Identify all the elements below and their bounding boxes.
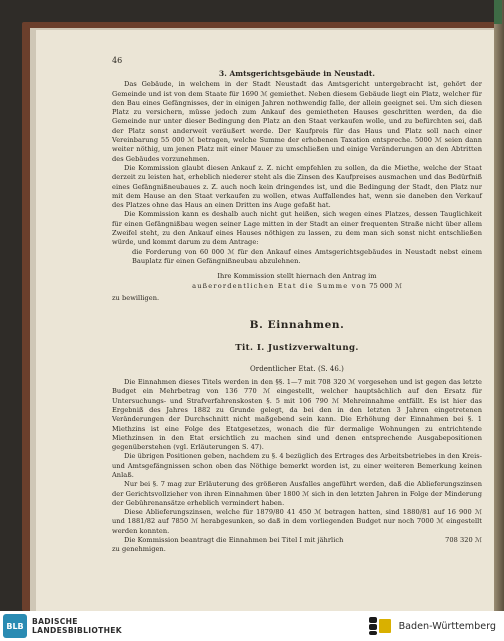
extraordinary-label: außerordentlichen Etat die Summe von	[192, 281, 368, 290]
extraordinary-etat-line	[112, 282, 482, 291]
page-number: 46	[112, 56, 123, 65]
income-paragraph: Die Einnahmen dieses Titels werden in den §§. 1—7 mit 708 320 ℳ vorgesehen und ist gegen das letzte Budget ein Mehrbetrag von 136 770 ℳ eingestellt, welcher hauptsächlich auf den Ersatz für Untersuchungs- und Strafverfahrenskosten §. 5 mit 106 790 ℳ Mehreinnahme entfällt. Es ist hier das Ergebniß des Jahres 1882 zu Grunde gelegt, da bei den in den letzten 3 Jahren eingetretenen Veränderungen der Durchschnitt nicht maßgebend sein kann. Die Erhöhung der Einnahmen bei §. 1 Miethzins ist eine Folge des Etatgesetzes, wonach die für dermalige Wohnungen zu entrichtende Miethzinsen in den Etat ersichtlich zu machen sind und denen entsprechende Ausgabepositionen gegenüberstehen (vgl. Erläuterungen S. 47).	[112, 378, 482, 452]
paragraph: Das Gebäude, in welchem in der Stadt Neustadt das Amtsgericht untergebracht ist, gehört der Gemeinde und ist von dem Staate für 1690 ℳ gemiethet. Neben diesem Gebäude liegt ein Platz, welcher für den Bau eines Gefängnisses, der in einigen Jahren nothwendig falle, der allein geeignet sei. Um sich diesen Platz zu versichern, müsse jedoch zum Ankauf des gemietheten Hauses geschritten werden, da die Gemeinde nur unter dieser Bedingung den Platz an den Staat verkaufen wolle, und zu befürchten sei, daß der Platz sonst anderweit veräußert werde. Der Kaufpreis für das Haus und Platz soll nach einer Vereinbarung 55 000 ℳ betragen, welche Summe der erhobenen Taxation entspreche. 5000 ℳ seien dann weiter nöthig, um jenen Platz mit einer Mauer zu umschließen und einige Veränderungen an den Abtritten des Gebäudes vorzunehmen.	[112, 80, 482, 163]
blb-name-line2: LANDESBIBLIOTHEK	[32, 626, 122, 635]
final-line: Die Kommission beantragt die Einnahmen bei Titel I mit jährlich	[124, 536, 344, 545]
section-b-heading: B. Einnahmen.	[249, 319, 345, 332]
paragraph: Die Kommission glaubt diesen Ankauf z. Z. nicht empfehlen zu sollen, da die Miethe, welche der Staat derzeit zu leisten hat, erheblich niederer steht als die Zinsen des Kaufpreises ausmachen und das Bedürfniß eines Gefängnißneubaues z. Z. auch noch kein dringendes ist, und die Bedingung der Stadt, den Platz nur mit dem Hause an den Staat verkaufen zu wollen, etwas Auffallendes hat, wenn sie daneben den Verkauf des Platzes ohne das Haus an einen Dritten ins Auge gefaßt hat.	[112, 163, 482, 210]
final-approve: zu genehmigen.	[112, 545, 166, 554]
paragraph: Die Kommission kann es deshalb auch nicht gut heißen, sich wegen eines Platzes, dessen Tauglichkeit für einen Gefängnißbau wegen seiner Lage mitten in der Stadt an einer frequenten Straße nicht über allem Zweifel steht, zu den Ankauf eines Hauses nöthigen zu lassen, zu dem man sich sonst nicht entschließen würde, und kommt darum zu dem Antrage:	[112, 210, 482, 247]
final-motion-row	[112, 536, 482, 545]
income-paragraph: Nur bei §. 7 mag zur Erläuterung des größeren Ausfalles angeführt werden, daß die Ablieferungszinsen der Gerichtsvollzieher von ihren Einnahmen über 1800 ℳ sich in den letzten Jahren in Folge der Minderung der Gebührenansätze erheblich vermindert haben.	[112, 480, 482, 507]
bw-lions-icon	[369, 617, 393, 635]
ordinary-etat-heading: Ordentlicher Etat. (S. 46.)	[250, 364, 344, 373]
income-paragraph: Die übrigen Positionen geben, nachdem zu §. 4 bezüglich des Ertrages des Arbeitsbetriebes in den Kreis- und Amtsgefängnissen schon oben das Nöthige bemerkt worden ist, zu einer weiteren Bemerkung keinen Anlaß.	[112, 452, 482, 479]
bookmark-tab	[494, 0, 502, 24]
extraordinary-amount: 75 000 ℳ	[369, 281, 402, 290]
approve-text: zu bewilligen.	[112, 293, 160, 302]
footer-bar	[0, 611, 504, 641]
blb-name-line1: BADISCHE	[32, 617, 78, 626]
document-text	[112, 52, 482, 555]
commission-intro: Ihre Kommission stellt hiernach den Antrag im	[217, 272, 377, 281]
final-amount: 708 320 ℳ	[445, 536, 482, 545]
book-spine	[494, 0, 504, 611]
bw-name: Baden-Württemberg	[398, 620, 496, 632]
blb-name[interactable]	[32, 617, 122, 635]
income-paragraph: Diese Ablieferungszinsen, welche für 1879/80 41 450 ℳ betragen hatten, sind 1880/81 auf 16 900 ℳ und 1881/82 auf 7850 ℳ herabgesunken, so daß in dem vorliegenden Budget nur noch 7000 ℳ eingestellt werden konnten.	[112, 508, 482, 535]
motion-text: die Forderung von 60 000 ℳ für den Ankauf eines Amtsgerichtsgebäudes in Neustadt nebst einem Bauplatz für einen Gefängnißneubau abzulehnen.	[132, 247, 482, 265]
titel-heading: Tit. I. Justizverwaltung.	[235, 343, 359, 354]
bw-branding[interactable]	[369, 617, 496, 635]
section-heading-amtsgericht: 3. Amtsgerichtsgebäude in Neustadt.	[219, 69, 375, 78]
blb-logo-icon[interactable]: BLB	[3, 614, 27, 638]
